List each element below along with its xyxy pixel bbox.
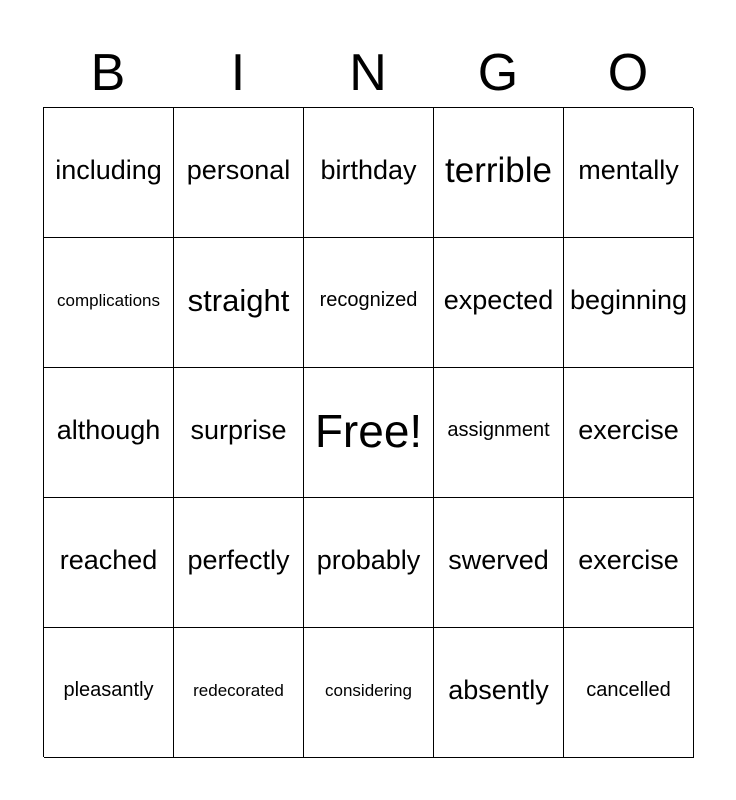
bingo-cell: probably [304,498,434,628]
bingo-cell: expected [434,238,564,368]
bingo-cell: exercise [564,368,694,498]
bingo-cell: complications [44,238,174,368]
bingo-cell: exercise [564,498,694,628]
header-letter-g: G [477,44,519,102]
bingo-cell: redecorated [174,628,304,758]
bingo-cell: recognized [304,238,434,368]
bingo-cell: assignment [434,368,564,498]
bingo-cell: absently [434,628,564,758]
bingo-header [43,40,693,106]
bingo-grid [43,107,693,757]
bingo-cell: swerved [434,498,564,628]
free-space-cell: Free! [304,368,434,498]
bingo-cell: surprise [174,368,304,498]
header-letter-b: B [90,44,126,102]
bingo-cell: although [44,368,174,498]
bingo-cell: cancelled [564,628,694,758]
bingo-cell: reached [44,498,174,628]
bingo-cell: straight [174,238,304,368]
header-letter-i: I [230,44,246,102]
bingo-cell: considering [304,628,434,758]
bingo-cell: beginning [564,238,694,368]
header-letter-n: N [349,44,387,102]
bingo-cell: mentally [564,108,694,238]
bingo-cell: personal [174,108,304,238]
bingo-cell: pleasantly [44,628,174,758]
header-letter-o: O [607,44,649,102]
bingo-cell: terrible [434,108,564,238]
bingo-cell: perfectly [174,498,304,628]
bingo-cell: birthday [304,108,434,238]
bingo-cell: including [44,108,174,238]
